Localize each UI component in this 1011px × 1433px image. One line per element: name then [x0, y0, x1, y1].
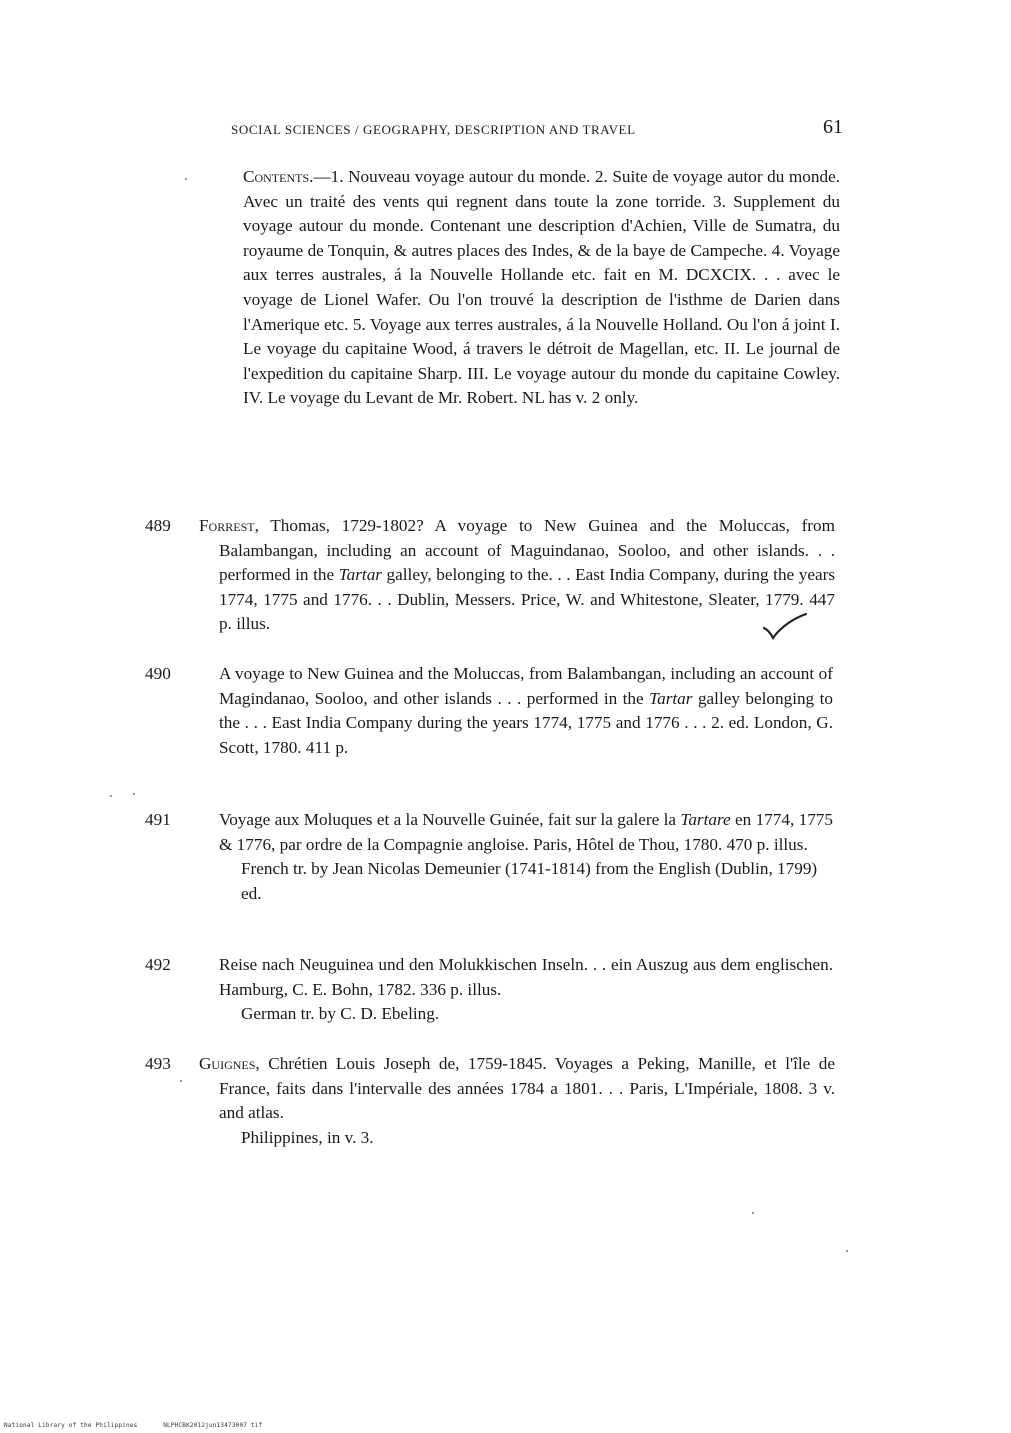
contents-lead: Contents.: [243, 167, 314, 186]
entry-number: 491: [145, 810, 171, 829]
entry-italic-title: Tartar: [649, 688, 693, 708]
contents-text: —1. Nouveau voyage autour du monde. 2. Suite de voyage autor du monde. Avec un traité des vents qui regnent dans toute la zone torride. 3. Supplement du voyage autour du monde. Contenant une description d'Achien, Ville de Sumatra, du royaume de Tonquin, & autres places des Indes, & de la baye de Campeche. 4. Voyage aux terres australes, á la Nouvelle Hollande etc. fait en M. DCXCIX. . . avec le voyage de Lionel Wafer. Ou l'on trouvé la description de l'isthme de Darien dans l'Amerique etc. 5. Voyage aux terres australes, á la Nouvelle Holland. Ou l'on á joint I. Le voyage du capitaine Wood, á travers le détroit de Magellan, etc. II. Le journal de l'expedition du capitaine Sharp. III. Le voyage autour du monde du capitaine Cowley. IV. Le voyage du Levant de Mr. Robert. NL has v. 2 only.: [243, 167, 840, 408]
entry-author: Forrest: [199, 516, 255, 535]
entry-number: 492: [145, 955, 171, 974]
entry-number: 490: [145, 664, 171, 683]
entry-citation: [219, 662, 833, 760]
entry-note: German tr. by C. D. Ebeling.: [241, 1004, 440, 1024]
running-header: [231, 116, 843, 146]
scan-speck: [846, 1250, 848, 1252]
section-title: SOCIAL SCIENCES / GEOGRAPHY, DESCRIPTION AND TRAVEL: [231, 122, 636, 137]
footer-file-id: NLPHCBK2012jun13473007 tif: [163, 1422, 263, 1429]
entry-number: 489: [145, 516, 171, 535]
entry-text: Voyage aux Moluques et a la Nouvelle Guinée, fait sur la galere la: [219, 810, 681, 829]
page-number: 61: [823, 116, 843, 138]
entry-note: French tr. by Jean Nicolas Demeunier (1741-1814) from the English (Dublin, 1799) ed.: [241, 859, 818, 903]
entry-citation: [199, 514, 835, 637]
entry-text: galley belonging to the . . . East India Company during the years 1774, 1775 and 1776 . . . 2. ed. London, G. Scott, 1780. 411 p.: [219, 688, 833, 757]
scan-speck: [180, 1080, 182, 1082]
entry-citation: [199, 1052, 835, 1126]
entry-number: 493: [145, 1054, 171, 1073]
entry-note: Philippines, in v. 3.: [241, 1127, 374, 1147]
entry-italic-title: Tartar: [338, 565, 382, 585]
contents-note: [243, 165, 840, 411]
scan-speck: [185, 178, 187, 180]
scan-speck: [752, 1212, 754, 1214]
entry-text: , Chrétien Louis Joseph de, 1759-1845. Voyages a Peking, Manille, et l'île de France, faits dans l'intervalle des années 1784 a 1801. . . Paris, L'Impériale, 1808. 3 v. and atlas.: [219, 1054, 835, 1123]
scan-speck: [133, 793, 135, 795]
entry-author: Guignes: [199, 1054, 256, 1073]
entry-text: A voyage to New Guinea and the Moluccas, from Balambangan, including an account of Magindanao, Sooloo, and other islands . . . performed in the: [219, 664, 833, 708]
handwritten-checkmark-icon: [762, 612, 808, 640]
entry-citation: Reise nach Neuguinea und den Molukkischen Inseln. . . ein Auszug aus dem englischen. Hamburg, C. E. Bohn, 1782. 336 p. illus.: [219, 955, 833, 999]
entry-text: en 1774, 1775 & 1776, par ordre de la Compagnie angloise. Paris, Hôtel de Thou, 1780. 470 p. illus.: [219, 810, 833, 854]
catalog-entry: [199, 1052, 835, 1150]
entry-italic-title: Tartare: [680, 810, 731, 829]
catalog-entry: [219, 953, 833, 1027]
catalog-entry: [219, 808, 833, 906]
entry-text: galley, belonging to the. . . East India Company, during the years 1774, 1775 and 1776. . . Dublin, Messers. Price, W. and Whitestone, Sleater, 1779. 447 p. illus.: [219, 565, 836, 634]
entry-text: , Thomas, 1729-1802? A voyage to New Guinea and the Moluccas, from Balambangan, including an account of Maguindanao, Sooloo, and other islands. . . performed in the: [219, 516, 835, 585]
entry-citation: [219, 808, 833, 857]
scan-footer: [4, 1422, 284, 1429]
scan-speck: [110, 795, 112, 797]
catalog-entry: [219, 662, 833, 760]
footer-library: National Library of the Philippines: [4, 1422, 138, 1429]
catalog-entry: [199, 514, 835, 637]
